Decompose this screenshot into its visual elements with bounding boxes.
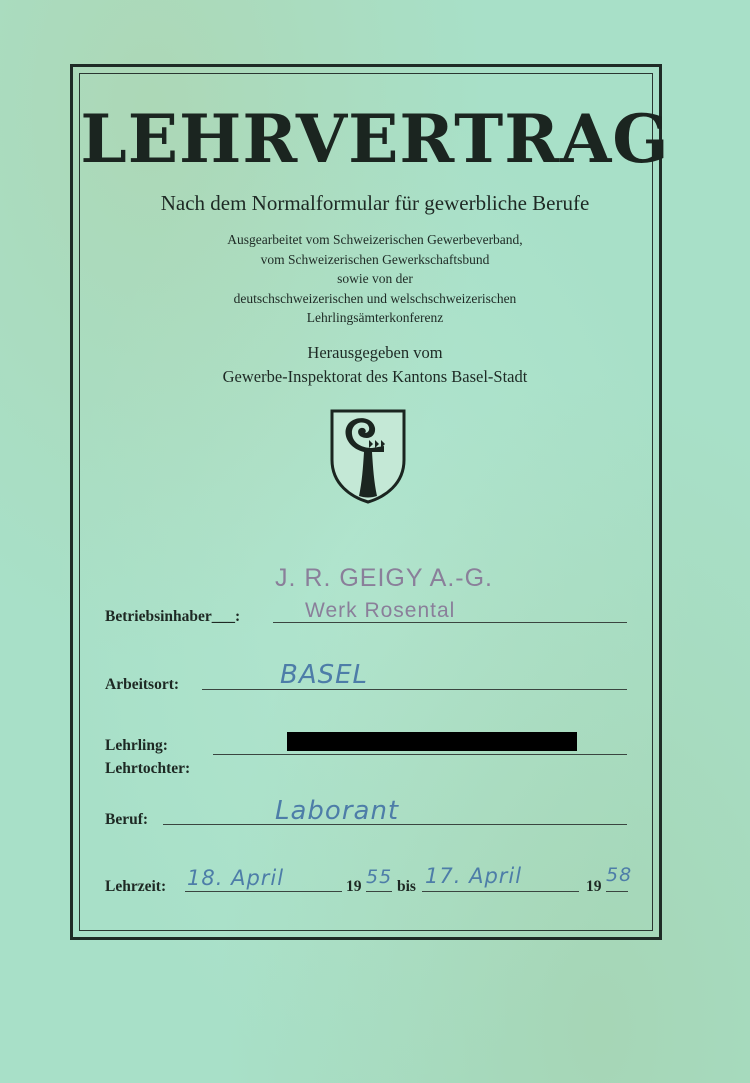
lehrling-label: Lehrling: [105,737,168,754]
year-2-line[interactable] [606,891,628,892]
beruf-value: Laborant [275,796,400,826]
arbeitsort-label: Arbeitsort: [105,676,180,693]
year-2: 58 [606,864,633,886]
company-stamp-line2: Werk Rosental [305,599,456,622]
prepared-by-line: Lehrlingsämterkonferenz [306,310,444,325]
betriebsinhaber-label: Betriebsinhaber___: [105,608,241,625]
prepared-by-line: vom Schweizerischen Gewerkschaftsbund [260,251,490,267]
lehrzeit-from-line[interactable] [185,891,342,892]
arbeitsort-value: BASEL [280,660,369,690]
lehrtochter-label: Lehrtochter: [105,760,191,777]
publisher-line: Gewerbe-Inspektorat des Kantons Basel-Stadt [222,367,528,386]
lehrzeit-to: 17. April [425,864,523,888]
basel-crest-icon [329,408,407,504]
lehrzeit-from: 18. April [187,866,285,890]
year-1: 55 [366,866,393,888]
arbeitsort-line[interactable] [202,689,627,690]
beruf-label: Beruf: [105,811,149,828]
year-prefix-1: 19 [346,878,362,895]
year-1-line[interactable] [366,891,392,892]
beruf-line[interactable] [163,824,627,825]
redacted-name [287,732,577,751]
prepared-by-line: deutschschweizerischen und welschschweizerischen [233,290,517,306]
document-subtitle: Nach dem Normalformular für gewerbliche Berufe [160,191,590,215]
prepared-by-line: Ausgearbeitet vom Schweizerischen Gewerbeverband, [227,232,523,247]
lehrling-line[interactable] [213,754,627,755]
document-title: LEHRVERTRAG [80,100,670,178]
prepared-by-block [0,230,750,328]
company-stamp-line1: J. R. GEIGY A.-G. [275,564,493,592]
year-prefix-2: 19 [586,878,602,895]
lehrzeit-to-line[interactable] [422,891,579,892]
prepared-by-line: sowie von der [337,271,413,286]
publisher-block [0,341,750,389]
betriebsinhaber-line[interactable] [273,622,627,623]
bis-label: bis [397,878,416,895]
publisher-line: Herausgegeben vom [307,343,443,362]
lehrzeit-label: Lehrzeit: [105,878,167,895]
